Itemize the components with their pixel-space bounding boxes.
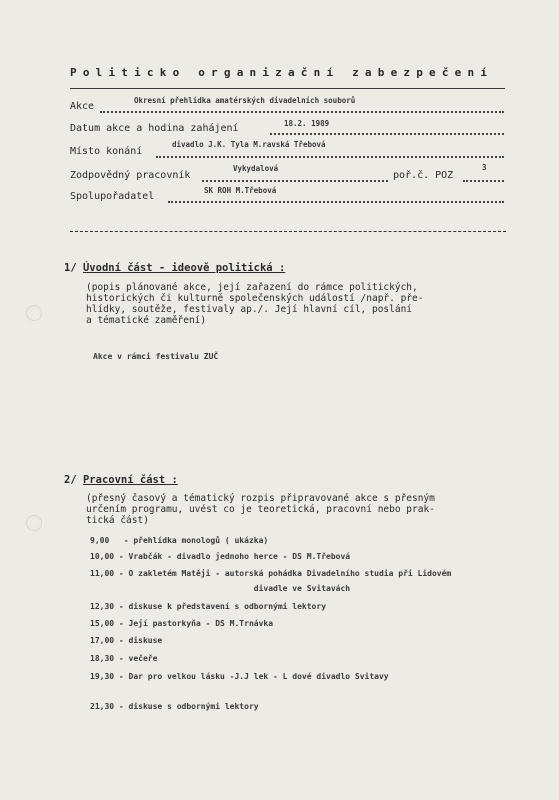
zodp-dotted-line bbox=[202, 180, 388, 182]
section1-desc-line: hlídky, soutěže, festivaly ap./. Její hlavní cíl, poslání bbox=[86, 304, 413, 315]
program-item: 12,30 - diskuse k představení s odbornými lektory bbox=[90, 602, 327, 611]
page-title: Politicko organizační zabezpečení bbox=[70, 66, 494, 79]
zodp-value: Vykydalová bbox=[233, 164, 279, 173]
section2-desc-line: tická část) bbox=[86, 515, 149, 526]
program-item: 15,00 - Její pastorkyňa - DS M.Trnávka bbox=[90, 619, 274, 628]
section2-desc-line: určením programu, uvést co je teoretická, pracovní nebo prak- bbox=[86, 504, 435, 515]
program-item: 21,30 - diskuse s odbornými lektory bbox=[90, 702, 259, 711]
zodp-label: Zodpovědný pracovník bbox=[70, 170, 191, 181]
poradi-value: 3 bbox=[482, 163, 487, 172]
section1-heading bbox=[64, 262, 285, 274]
akce-label: Akce bbox=[70, 101, 95, 112]
spolu-label: Spolupořadatel bbox=[70, 191, 155, 202]
datum-label: Datum akce a hodina zahájení bbox=[70, 123, 239, 134]
spolu-dotted-line bbox=[168, 201, 504, 203]
datum-value: 18.2. 1989 bbox=[284, 119, 330, 128]
section1-title: Úvodní část - ideově politická : bbox=[82, 262, 286, 274]
program-item: divadle ve Svitavách bbox=[90, 584, 351, 593]
program-item: 11,00 - O zakletém Matěji - autorská pohádka Divadelního studia při Lidovém bbox=[90, 569, 452, 578]
section1-note: Akce v rámci festivalu ZUČ bbox=[93, 352, 219, 361]
section1-number: 1/ bbox=[64, 262, 77, 274]
poradi-label: poř.č. POZ bbox=[393, 170, 454, 181]
misto-value: divadlo J.K. Tyla M.ravská Třebová bbox=[172, 140, 326, 149]
akce-dotted-line bbox=[100, 111, 504, 113]
punch-hole-top bbox=[26, 305, 42, 321]
program-item: 17,00 - diskuse bbox=[90, 636, 163, 645]
title-rule bbox=[70, 88, 505, 89]
section1-desc-line: a tématické zaměření) bbox=[86, 315, 207, 326]
datum-dotted-line bbox=[270, 133, 504, 135]
section2-number: 2/ bbox=[64, 474, 77, 486]
section1-description bbox=[86, 282, 506, 326]
program-item: 9,00 - přehlídka monologů ( ukázka) bbox=[90, 536, 269, 545]
section2-heading bbox=[64, 474, 178, 486]
misto-dotted-line bbox=[156, 156, 504, 158]
akce-value: Okresní přehlídka amatérských divadelních souborů bbox=[134, 96, 356, 105]
section1-desc-line: historických či kulturně společenských událostí /např. pře- bbox=[86, 293, 424, 304]
punch-hole-bottom bbox=[26, 515, 42, 531]
program-item: 10,00 - Vrabčák - divadlo jednoho herce - DS M.Třebová bbox=[90, 552, 351, 561]
section-divider bbox=[70, 231, 506, 232]
program-item: 18,30 - večeře bbox=[90, 654, 158, 663]
section1-desc-line: (popis plánované akce, její zařazení do rámce politických, bbox=[86, 282, 418, 293]
poradi-dotted-line bbox=[463, 180, 504, 182]
spolu-value: SK ROH M.Třebová bbox=[204, 186, 277, 195]
section2-title: Pracovní část : bbox=[82, 474, 178, 486]
misto-label: Místo konání bbox=[70, 146, 143, 157]
program-item: 19,30 - Dar pro velkou lásku -J.J lek - L dové divadlo Svitavy bbox=[90, 672, 389, 681]
section2-desc-line: (přesný časový a tématický rozpis připravované akce s přesným bbox=[86, 493, 435, 504]
section2-description bbox=[86, 493, 506, 526]
